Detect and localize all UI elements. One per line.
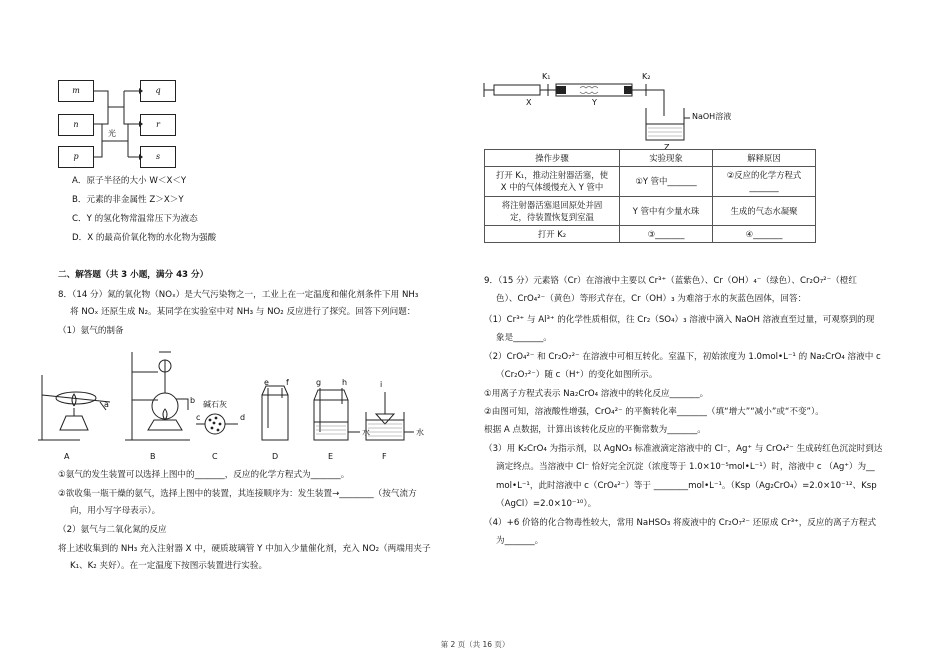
box-n: n (58, 114, 94, 136)
table-cell: Y 管中有少量水珠 (620, 196, 713, 225)
label-k2: K₂ (642, 72, 651, 81)
water-label-f: 水 (416, 428, 424, 437)
q9-line-4: 象是_______。 (496, 333, 552, 343)
table-cell: ③_______ (620, 225, 713, 242)
q8-part1-title: （1）氨气的制备 (58, 326, 124, 336)
q9-line-10: （3）用 K₂CrO₄ 为指示剂，以 AgNO₃ 标准液滴定溶液中的 Cl⁻，Ag⁺ 与 CrO₄²⁻ 生成砖红色沉淀时到达 (484, 444, 883, 454)
cell-line: X 中的气体缓慢充入 Y 管中 (500, 182, 604, 193)
q9-line-3: （1）Cr³⁺ 与 Al³⁺ 的化学性质相似，往 Cr₂（SO₄）₃ 溶液中滴入 NaOH 溶液直至过量，可观察到的现 (484, 315, 875, 325)
q8-part1-question-1: ①氨气的发生装置可以选择上图中的_______，反应的化学方程式为_______。 (58, 470, 350, 480)
option-d: D．X 的最高价氧化物的水化物为强酸 (72, 233, 217, 243)
naoh-solution-label: NaOH溶液 (692, 112, 732, 121)
apparatus-label-f: F (382, 452, 387, 461)
apparatus-label-d: D (272, 452, 279, 461)
apparatus-letter-a: a (104, 400, 109, 409)
q9-line-11: 滴定终点。当溶液中 Cl⁻ 恰好完全沉淀（浓度等于 1.0×10⁻⁵mol•L⁻¹）时，溶液中 c （Ag⁺）为__ (496, 462, 875, 472)
label-y: Y (592, 98, 597, 107)
table-row (485, 196, 816, 225)
header-reason: 解释原因 (713, 150, 816, 167)
q8-intro-line-1: 8．（14 分）氮的氧化物（NOₓ）是大气污染物之一，工业上在一定温度和催化剂条件下用 NH₃ (58, 290, 419, 300)
apparatus-letter-i: i (380, 380, 383, 389)
apparatus-letter-f: f (286, 378, 289, 387)
q8-part2-line-1: 将上述收集到的 NH₃ 充入注射器 X 中，硬质玻璃管 Y 中加入少量催化剂，充入 NO₂（两端用夹子 (58, 544, 431, 554)
box-p: p (58, 146, 94, 168)
apparatus-label-e: E (328, 452, 334, 461)
table-cell: ①Y 管中_______ (620, 167, 713, 196)
page-footer: 第 2 页（共 16 页） (440, 640, 510, 649)
q9-line-2: 色）、CrO₄²⁻（黄色）等形式存在，Cr（OH）₃ 为难溶于水的灰蓝色固体，回答： (496, 294, 807, 304)
q9-line-6: （Cr₂O₇²⁻）随 c（H⁺）的变化如图所示。 (496, 370, 658, 380)
table-cell: ④_______ (713, 225, 816, 242)
apparatus-letter-c: c (196, 413, 201, 422)
label-k1: K₁ (542, 72, 551, 81)
option-c: C．Y 的氢化物常温常压下为液态 (72, 214, 198, 224)
q8-intro-line-2: 将 NOₓ 还原生成 N₂。某同学在实验室中对 NH₃ 与 NO₂ 反应进行了探究。回答下列问题： (70, 307, 416, 317)
apparatus-label-c: C (212, 452, 218, 461)
option-a: A．原子半径的大小 W＜X＜Y (72, 176, 187, 186)
box-s: s (140, 146, 176, 168)
q9-line-8: ②由图可知，溶液酸性增强，CrO₄²⁻ 的平衡转化率_______（填“增大”“减小”或“不变”）。 (484, 407, 824, 417)
table-cell: 生成的气态水凝聚 (713, 196, 816, 225)
q9-line-5: （2）CrO₄²⁻ 和 Cr₂O₇²⁻ 在溶液中可相互转化。室温下，初始浓度为 1.0mol•L⁻¹ 的 Na₂CrO₄ 溶液中 c (484, 352, 881, 362)
q8-part2-title: （2）氨气与二氧化氮的反应 (58, 525, 167, 535)
header-phenomenon: 实验现象 (620, 150, 713, 167)
light-condition: 光 (108, 129, 116, 138)
cell-line: 打开 K₁，推动注射器活塞，使 (495, 170, 608, 181)
cell-line: 定，待装置恢复到室温 (510, 211, 594, 222)
apparatus-letter-e: e (264, 378, 269, 387)
apparatus-label-a: A (64, 452, 70, 461)
q9-line-12: mol•L⁻¹，此时溶液中 c（CrO₄²⁻）等于 ________mol•L⁻¹。（Ksp（Ag₂CrO₄）=2.0×10⁻¹²、Ksp (496, 481, 877, 491)
apparatus-letter-d: d (240, 413, 246, 422)
box-m: m (58, 80, 94, 102)
q9-line-1: 9．（15 分）元素铬（Cr）在溶液中主要以 Cr³⁺（蓝紫色）、Cr（OH）₄⁻（绿色）、Cr₂O₇²⁻（橙红 (484, 276, 857, 286)
q9-line-15: 为_______。 (496, 536, 544, 546)
table-cell: ②反应的化学方程式_______ (713, 167, 816, 196)
q8-part2-line-2: K₁、K₂ 夹好）。在一定温度下按图示装置进行实验。 (70, 561, 268, 571)
box-q: q (140, 80, 176, 102)
q9-line-13: （AgCl）=2.0×10⁻¹⁰）。 (496, 499, 597, 509)
apparatus-letter-b: b (190, 396, 196, 405)
box-r: r (140, 114, 176, 136)
header-step: 操作步骤 (485, 150, 620, 167)
table-cell: 打开 K₂ (485, 225, 620, 242)
cell-line: 将注射器活塞退回原处并固 (501, 199, 603, 210)
apparatus-label-b: B (150, 452, 156, 461)
label-z: Z (664, 143, 670, 152)
section-heading: 二、解答题（共 3 小题，满分 43 分） (58, 270, 209, 280)
q9-line-9: 根据 A 点数据，计算出该转化反应的平衡常数为_______。 (484, 425, 706, 435)
table-header-row (485, 150, 816, 167)
apparatus-letter-g: g (316, 378, 322, 387)
table-row (485, 167, 816, 196)
apparatus-letter-h: h (342, 378, 348, 387)
experiment-table (484, 149, 816, 243)
table-cell (485, 196, 620, 225)
soda-lime-label: 碱石灰 (203, 400, 227, 409)
table-cell (485, 167, 620, 196)
q9-line-14: （4）+6 价铬的化合物毒性较大，常用 NaHSO₃ 将废液中的 Cr₂O₇²⁻ 还原成 Cr³⁺，反应的离子方程式 (484, 518, 877, 528)
water-label-e: 水 (362, 428, 370, 437)
table-row (485, 225, 816, 242)
q9-line-7: ①用离子方程式表示 Na₂CrO₄ 溶液中的转化反应_______。 (484, 389, 709, 399)
q8-part1-question-2b: 向，用小写字母表示）。 (70, 506, 161, 516)
option-b: B．元素的非金属性 Z＞X＞Y (72, 195, 184, 205)
label-x: X (526, 98, 532, 107)
q8-part1-question-2a: ②欲收集一瓶干燥的氨气，选择上图中的装置，其连接顺序为：发生装置→________（按气流方 (58, 489, 417, 499)
